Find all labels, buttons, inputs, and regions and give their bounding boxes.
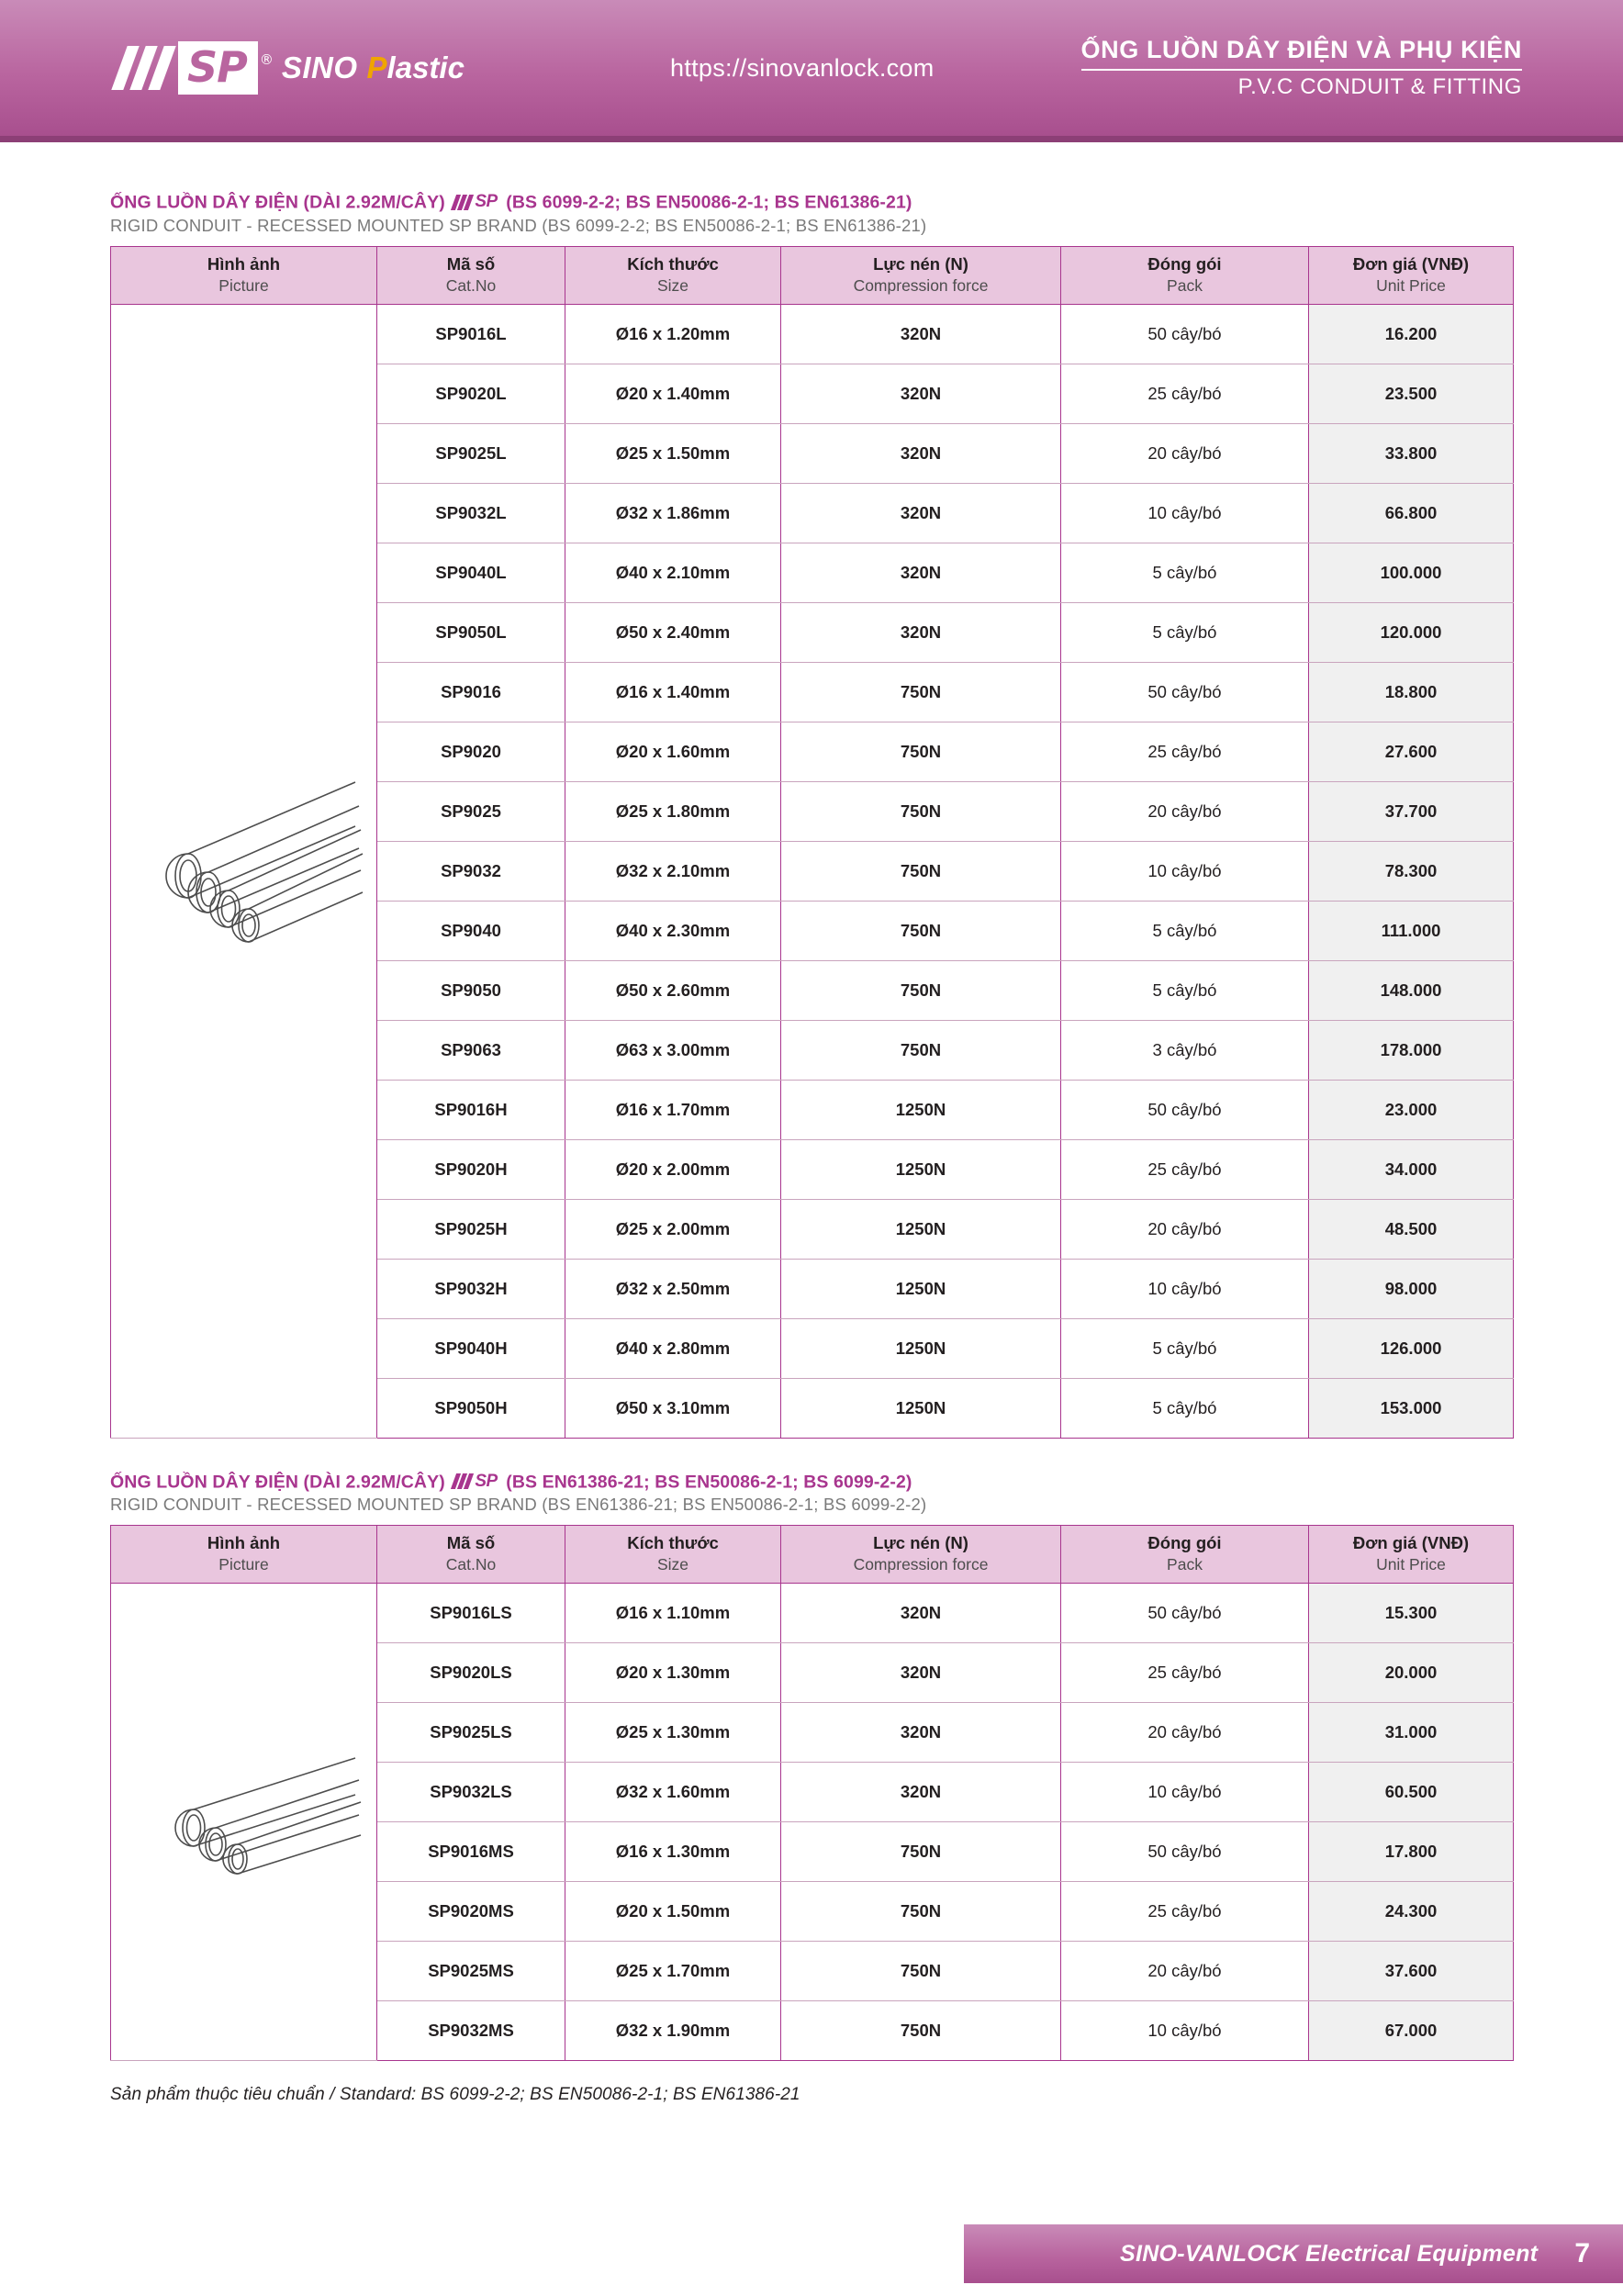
header-underline <box>0 136 1623 142</box>
col-size: Kích thước Size <box>565 246 781 304</box>
cell-force: 750N <box>781 781 1061 841</box>
logo-plastic-initial: P <box>366 50 387 84</box>
cell-price: 98.000 <box>1309 1259 1514 1318</box>
cell-pack: 5 cây/bó <box>1061 1318 1309 1378</box>
cell-pack: 10 cây/bó <box>1061 483 1309 543</box>
footer-bar <box>964 2224 1623 2283</box>
cell-catno: SP9050H <box>377 1378 565 1438</box>
cell-size: Ø40 x 2.30mm <box>565 901 781 960</box>
cell-catno: SP9032LS <box>377 1763 565 1822</box>
cell-price: 37.700 <box>1309 781 1514 841</box>
product-image-conduit-pipes <box>111 304 377 1438</box>
cell-pack: 25 cây/bó <box>1061 722 1309 781</box>
cell-size: Ø16 x 1.30mm <box>565 1822 781 1882</box>
cell-force: 320N <box>781 304 1061 364</box>
cell-price: 15.300 <box>1309 1584 1514 1643</box>
cell-catno: SP9025 <box>377 781 565 841</box>
cell-price: 23.500 <box>1309 364 1514 423</box>
cell-price: 33.800 <box>1309 423 1514 483</box>
cell-catno: SP9050L <box>377 602 565 662</box>
section-1-title <box>110 190 1522 237</box>
cell-pack: 3 cây/bó <box>1061 1020 1309 1080</box>
cell-pack: 5 cây/bó <box>1061 1378 1309 1438</box>
col-pack: Đóng gói Pack <box>1061 1526 1309 1584</box>
cell-pack: 5 cây/bó <box>1061 960 1309 1020</box>
spec-table-1 <box>110 246 1514 1439</box>
col-picture: Hình ảnh Picture <box>111 1526 377 1584</box>
cell-force: 1250N <box>781 1378 1061 1438</box>
cell-catno: SP9025MS <box>377 1942 565 2001</box>
header-title-vi: ỐNG LUỒN DÂY ĐIỆN VÀ PHỤ KIỆN <box>1080 36 1522 63</box>
cell-size: Ø25 x 1.30mm <box>565 1703 781 1763</box>
cell-catno: SP9016LS <box>377 1584 565 1643</box>
cell-force: 750N <box>781 960 1061 1020</box>
cell-force: 320N <box>781 543 1061 602</box>
cell-pack: 20 cây/bó <box>1061 781 1309 841</box>
cell-force: 750N <box>781 1020 1061 1080</box>
cell-force: 320N <box>781 602 1061 662</box>
cell-catno: SP9040H <box>377 1318 565 1378</box>
cell-size: Ø16 x 1.40mm <box>565 662 781 722</box>
logo-plastic-text <box>367 50 465 85</box>
cell-force: 320N <box>781 1763 1061 1822</box>
section-2-title <box>110 1470 1522 1517</box>
cell-force: 750N <box>781 662 1061 722</box>
logo-slashes-icon <box>119 46 174 90</box>
cell-force: 1250N <box>781 1199 1061 1259</box>
cell-price: 48.500 <box>1309 1199 1514 1259</box>
cell-pack: 5 cây/bó <box>1061 602 1309 662</box>
cell-pack: 25 cây/bó <box>1061 364 1309 423</box>
cell-pack: 10 cây/bó <box>1061 841 1309 901</box>
registered-trademark-icon: ® <box>259 51 273 68</box>
cell-size: Ø16 x 1.10mm <box>565 1584 781 1643</box>
brand-logo <box>0 41 633 95</box>
cell-force: 320N <box>781 1584 1061 1643</box>
cell-force: 750N <box>781 1822 1061 1882</box>
cell-catno: SP9020 <box>377 722 565 781</box>
cell-size: Ø20 x 1.30mm <box>565 1643 781 1703</box>
cell-catno: SP9040L <box>377 543 565 602</box>
cell-price: 153.000 <box>1309 1378 1514 1438</box>
cell-force: 750N <box>781 841 1061 901</box>
cell-catno: SP9020MS <box>377 1882 565 1942</box>
cell-price: 34.000 <box>1309 1139 1514 1199</box>
cell-force: 1250N <box>781 1139 1061 1199</box>
cell-price: 67.000 <box>1309 2001 1514 2061</box>
cell-pack: 10 cây/bó <box>1061 1259 1309 1318</box>
cell-size: Ø20 x 1.40mm <box>565 364 781 423</box>
table-row <box>111 1584 1514 1643</box>
cell-pack: 25 cây/bó <box>1061 1882 1309 1942</box>
cell-price: 78.300 <box>1309 841 1514 901</box>
cell-force: 1250N <box>781 1080 1061 1139</box>
cell-size: Ø20 x 1.60mm <box>565 722 781 781</box>
cell-catno: SP9032H <box>377 1259 565 1318</box>
cell-price: 16.200 <box>1309 304 1514 364</box>
cell-pack: 20 cây/bó <box>1061 1703 1309 1763</box>
cell-size: Ø50 x 3.10mm <box>565 1378 781 1438</box>
cell-force: 320N <box>781 364 1061 423</box>
cell-size: Ø40 x 2.10mm <box>565 543 781 602</box>
cell-price: 17.800 <box>1309 1822 1514 1882</box>
cell-catno: SP9016 <box>377 662 565 722</box>
logo-sino-text: SINO <box>281 50 358 84</box>
cell-size: Ø50 x 2.60mm <box>565 960 781 1020</box>
page-number: 7 <box>1574 2238 1590 2268</box>
section-1-title-vi <box>110 190 1522 215</box>
cell-pack: 10 cây/bó <box>1061 1763 1309 1822</box>
product-image-conduit-pipes <box>111 1584 377 2061</box>
col-unit-price: Đơn giá (VNĐ) Unit Price <box>1309 1526 1514 1584</box>
cell-price: 178.000 <box>1309 1020 1514 1080</box>
cell-size: Ø32 x 1.60mm <box>565 1763 781 1822</box>
cell-price: 120.000 <box>1309 602 1514 662</box>
section-2-title-vi-b: (BS EN61386-21; BS EN50086-2-1; BS 6099-2-2) <box>506 1472 912 1492</box>
cell-size: Ø25 x 2.00mm <box>565 1199 781 1259</box>
cell-price: 37.600 <box>1309 1942 1514 2001</box>
page-header <box>0 0 1623 136</box>
col-catno: Mã số Cat.No <box>377 246 565 304</box>
col-size: Kích thước Size <box>565 1526 781 1584</box>
sp-mini-logo-icon: SP <box>453 1470 497 1494</box>
sp-mini-logo-icon: SP <box>453 190 497 214</box>
cell-size: Ø25 x 1.50mm <box>565 423 781 483</box>
cell-pack: 20 cây/bó <box>1061 423 1309 483</box>
cell-catno: SP9063 <box>377 1020 565 1080</box>
cell-force: 750N <box>781 1942 1061 2001</box>
header-divider <box>1081 69 1522 71</box>
header-title-en: P.V.C CONDUIT & FITTING <box>1237 74 1522 99</box>
cell-pack: 20 cây/bó <box>1061 1942 1309 2001</box>
cell-pack: 5 cây/bó <box>1061 901 1309 960</box>
col-pack: Đóng gói Pack <box>1061 246 1309 304</box>
section-2-title-vi <box>110 1470 1522 1495</box>
col-compression-force: Lực nén (N) Compression force <box>781 246 1061 304</box>
cell-size: Ø25 x 1.80mm <box>565 781 781 841</box>
cell-price: 60.500 <box>1309 1763 1514 1822</box>
cell-pack: 5 cây/bó <box>1061 543 1309 602</box>
header-title-block <box>1081 36 1623 100</box>
section-2-title-en: RIGID CONDUIT - RECESSED MOUNTED SP BRAND (BS EN61386-21; BS EN50086-2-1; BS 6099-2-2) <box>110 1495 927 1514</box>
cell-price: 111.000 <box>1309 901 1514 960</box>
logo-plastic-rest: lastic <box>386 50 465 84</box>
cell-price: 66.800 <box>1309 483 1514 543</box>
cell-pack: 50 cây/bó <box>1061 304 1309 364</box>
cell-size: Ø63 x 3.00mm <box>565 1020 781 1080</box>
page-content <box>0 142 1623 2105</box>
cell-price: 20.000 <box>1309 1643 1514 1703</box>
cell-catno: SP9020H <box>377 1139 565 1199</box>
cell-size: Ø32 x 2.10mm <box>565 841 781 901</box>
page-footer <box>0 2224 1623 2296</box>
cell-pack: 50 cây/bó <box>1061 1080 1309 1139</box>
cell-force: 750N <box>781 722 1061 781</box>
pipes-illustration-icon <box>124 1749 364 1896</box>
footer-brand: SINO-VANLOCK Electrical Equipment <box>1119 2240 1539 2267</box>
cell-catno: SP9020L <box>377 364 565 423</box>
cell-catno: SP9032L <box>377 483 565 543</box>
cell-catno: SP9020LS <box>377 1643 565 1703</box>
cell-size: Ø32 x 2.50mm <box>565 1259 781 1318</box>
col-unit-price: Đơn giá (VNĐ) Unit Price <box>1309 246 1514 304</box>
cell-force: 320N <box>781 1643 1061 1703</box>
logo-sp-text: SP <box>187 42 247 92</box>
cell-catno: SP9040 <box>377 901 565 960</box>
cell-price: 24.300 <box>1309 1882 1514 1942</box>
cell-force: 750N <box>781 1882 1061 1942</box>
cell-price: 27.600 <box>1309 722 1514 781</box>
cell-catno: SP9016L <box>377 304 565 364</box>
cell-catno: SP9032MS <box>377 2001 565 2061</box>
cell-force: 1250N <box>781 1318 1061 1378</box>
pipes-illustration-icon <box>124 766 364 977</box>
cell-size: Ø16 x 1.70mm <box>565 1080 781 1139</box>
cell-pack: 10 cây/bó <box>1061 2001 1309 2061</box>
col-picture: Hình ảnh Picture <box>111 246 377 304</box>
cell-pack: 20 cây/bó <box>1061 1199 1309 1259</box>
cell-size: Ø40 x 2.80mm <box>565 1318 781 1378</box>
website-url[interactable]: https://sinovanlock.com <box>670 53 935 82</box>
cell-size: Ø50 x 2.40mm <box>565 602 781 662</box>
table-row <box>111 304 1514 364</box>
cell-size: Ø16 x 1.20mm <box>565 304 781 364</box>
cell-catno: SP9025L <box>377 423 565 483</box>
cell-force: 320N <box>781 423 1061 483</box>
section-1-title-vi-a: ỐNG LUỒN DÂY ĐIỆN (DÀI 2.92M/CÂY) <box>110 192 445 213</box>
table-header-row <box>111 1526 1514 1584</box>
cell-size: Ø25 x 1.70mm <box>565 1942 781 2001</box>
cell-catno: SP9016MS <box>377 1822 565 1882</box>
col-catno: Mã số Cat.No <box>377 1526 565 1584</box>
cell-pack: 50 cây/bó <box>1061 1822 1309 1882</box>
cell-pack: 50 cây/bó <box>1061 1584 1309 1643</box>
cell-price: 18.800 <box>1309 662 1514 722</box>
cell-pack: 50 cây/bó <box>1061 662 1309 722</box>
section-2-title-vi-a: ỐNG LUỒN DÂY ĐIỆN (DÀI 2.92M/CÂY) <box>110 1472 445 1492</box>
cell-force: 320N <box>781 483 1061 543</box>
cell-price: 23.000 <box>1309 1080 1514 1139</box>
cell-size: Ø32 x 1.90mm <box>565 2001 781 2061</box>
cell-size: Ø20 x 1.50mm <box>565 1882 781 1942</box>
col-compression-force: Lực nén (N) Compression force <box>781 1526 1061 1584</box>
logo-sp-mark <box>178 41 273 95</box>
cell-force: 320N <box>781 1703 1061 1763</box>
section-1-title-vi-b: (BS 6099-2-2; BS EN50086-2-1; BS EN61386-21) <box>506 192 912 213</box>
cell-catno: SP9032 <box>377 841 565 901</box>
table-header-row <box>111 246 1514 304</box>
cell-price: 31.000 <box>1309 1703 1514 1763</box>
cell-size: Ø20 x 2.00mm <box>565 1139 781 1199</box>
cell-catno: SP9050 <box>377 960 565 1020</box>
cell-pack: 25 cây/bó <box>1061 1643 1309 1703</box>
spec-table-2 <box>110 1525 1514 2061</box>
cell-force: 750N <box>781 901 1061 960</box>
cell-catno: SP9025H <box>377 1199 565 1259</box>
cell-force: 1250N <box>781 1259 1061 1318</box>
cell-price: 126.000 <box>1309 1318 1514 1378</box>
cell-size: Ø32 x 1.86mm <box>565 483 781 543</box>
cell-catno: SP9025LS <box>377 1703 565 1763</box>
standard-footnote: Sản phẩm thuộc tiêu chuẩn / Standard: BS 6099-2-2; BS EN50086-2-1; BS EN61386-21 <box>110 2085 800 2104</box>
cell-force: 750N <box>781 2001 1061 2061</box>
section-1-title-en: RIGID CONDUIT - RECESSED MOUNTED SP BRAND (BS 6099-2-2; BS EN50086-2-1; BS EN61386-21) <box>110 215 927 235</box>
cell-catno: SP9016H <box>377 1080 565 1139</box>
cell-pack: 25 cây/bó <box>1061 1139 1309 1199</box>
cell-price: 100.000 <box>1309 543 1514 602</box>
cell-price: 148.000 <box>1309 960 1514 1020</box>
